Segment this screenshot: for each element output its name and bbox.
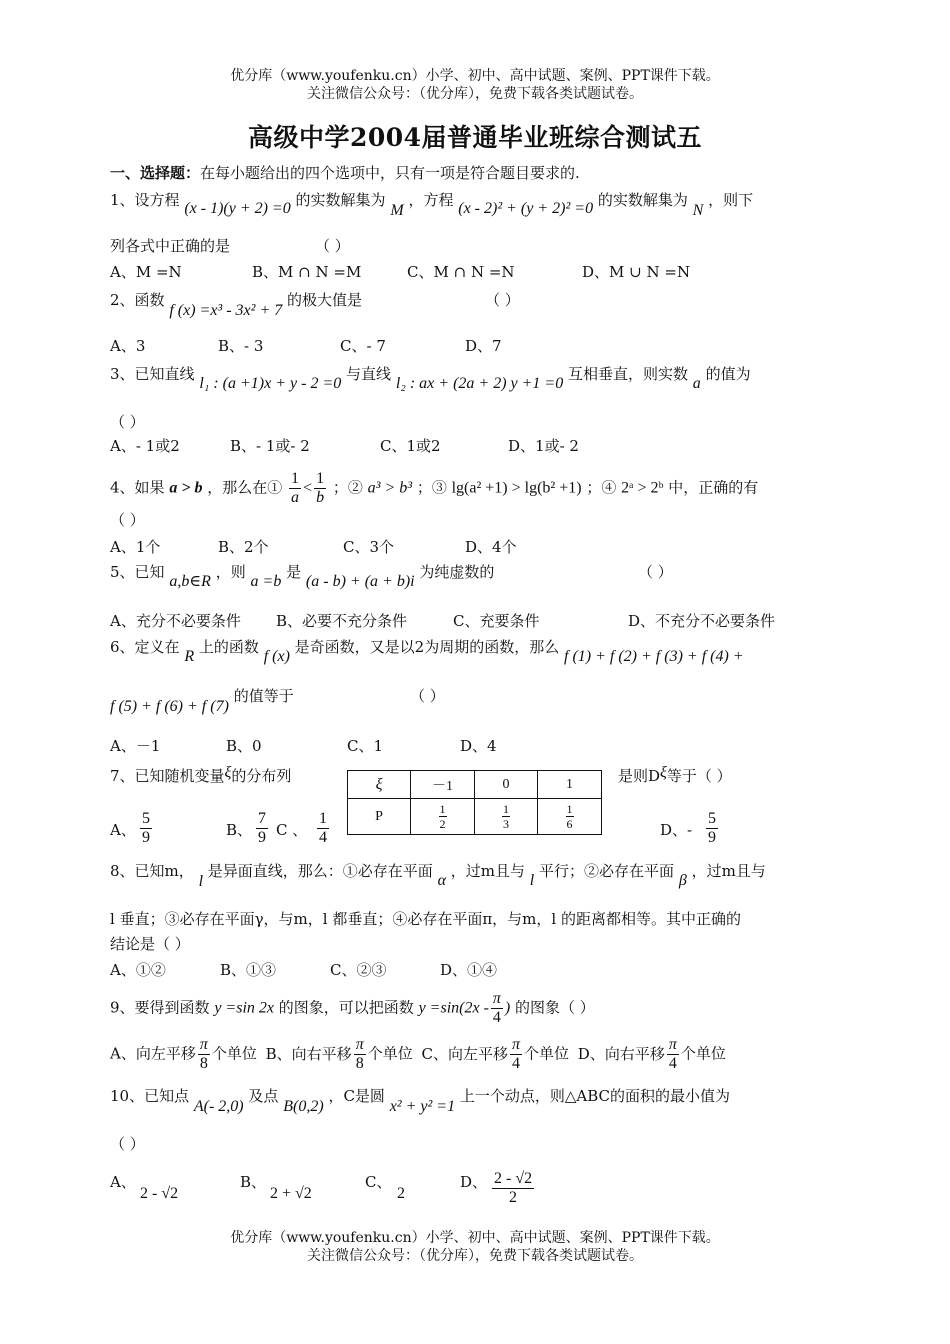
q6-stem bbox=[110, 637, 845, 665]
q1-option-a: A、M =N bbox=[110, 263, 182, 281]
q7-table-prob bbox=[475, 799, 538, 835]
numerator: 5 bbox=[142, 810, 150, 827]
q8-line-l: l bbox=[198, 873, 204, 890]
q7-option-a-label: A、 bbox=[110, 821, 136, 839]
denominator: 2 bbox=[509, 1189, 518, 1206]
q7-table-row-label: P bbox=[348, 799, 411, 835]
prob-denominator: 2 bbox=[439, 817, 446, 831]
q8-option-d: D、①④ bbox=[440, 961, 498, 979]
q1-set-m: M bbox=[390, 202, 404, 219]
q7-table-prob bbox=[411, 799, 475, 835]
q9-option-c-frac bbox=[510, 1036, 522, 1073]
q4-frac-1a: $\frac{1}{a}$ bbox=[291, 470, 300, 506]
q4-answer-paren: （ ） bbox=[110, 511, 145, 529]
q9-options bbox=[110, 1036, 845, 1073]
q9-option-b-frac bbox=[354, 1036, 366, 1073]
q2-option-d: D、7 bbox=[465, 337, 502, 355]
section-label: 一、选择题： bbox=[110, 164, 201, 182]
q3-text: 的值为 bbox=[705, 365, 751, 383]
q1-text: ，方程 bbox=[408, 191, 454, 209]
prob-denominator: 3 bbox=[503, 817, 509, 831]
q2-text: 的极大值是 bbox=[287, 291, 363, 309]
q7-table-head-value: 0 bbox=[475, 771, 538, 799]
q9-stem bbox=[110, 990, 845, 1027]
q6-function: f (x) bbox=[263, 648, 290, 665]
q8-text: 8、已知m， bbox=[110, 862, 194, 880]
q7-option-b bbox=[256, 810, 268, 847]
q9-source-function: y =sin(2x - bbox=[418, 999, 489, 1017]
q7-option-d bbox=[706, 810, 718, 847]
q6-option-b: B、0 bbox=[226, 737, 262, 755]
prob-numerator: 1 bbox=[566, 802, 573, 816]
q2-option-b: B、- 3 bbox=[218, 337, 264, 355]
q10-circle: x² + y² =1 bbox=[389, 1098, 456, 1115]
q9-option-a: A、向左平移 bbox=[110, 1044, 196, 1063]
q10-paren-line bbox=[110, 1134, 845, 1154]
q4-item-2: a³ > b³ bbox=[367, 479, 413, 497]
q4-option-a: A、1个 bbox=[110, 538, 161, 556]
q10-option-d-label: D、 bbox=[460, 1173, 488, 1191]
numerator: π bbox=[355, 1036, 364, 1053]
q6-domain: R bbox=[184, 648, 195, 665]
denominator: 8 bbox=[199, 1055, 208, 1072]
q1-eq2: (x - 2)² + (y + 2)² =0 bbox=[458, 200, 594, 217]
q6-text: 上的函数 bbox=[198, 638, 259, 656]
q3-answer-paren: （ ） bbox=[110, 413, 145, 431]
q9-text: 的图象（ ） bbox=[515, 998, 595, 1017]
q9-pi-over-4 bbox=[491, 990, 503, 1027]
q10-option-b: 2 + √2 bbox=[270, 1185, 312, 1202]
q10-answer-paren: （ ） bbox=[110, 1135, 145, 1153]
q10-option-d bbox=[492, 1170, 534, 1207]
numerator: π bbox=[199, 1036, 208, 1053]
q7-text: 的分布列 bbox=[231, 767, 292, 785]
q10-stem bbox=[110, 1086, 845, 1115]
q5-text: 5、已知 bbox=[110, 563, 165, 581]
q7-table-head-value: 1 bbox=[538, 771, 602, 799]
q5-answer-paren: （ ） bbox=[638, 563, 673, 581]
q5-condition: a =b bbox=[250, 573, 282, 590]
q4-paren-line bbox=[110, 510, 845, 530]
q6-option-c: C、1 bbox=[347, 737, 384, 755]
q5-text: ，则 bbox=[215, 563, 246, 581]
prob-numerator: 1 bbox=[439, 802, 446, 816]
q8-line2: l 垂直；③必存在平面γ，与m，l 都垂直；④必存在平面π，与m，l 的距离都相等。其中正确的 bbox=[110, 910, 741, 928]
numerator: 1 bbox=[319, 810, 327, 827]
q6-option-a: A、－1 bbox=[110, 737, 161, 755]
numerator: 5 bbox=[708, 810, 716, 827]
q10-option-c-label: C、 bbox=[365, 1173, 392, 1191]
footer-line-2: 关注微信公众号：（优分库），免费下载各类试题试卷。 bbox=[307, 1248, 643, 1264]
numerator: 7 bbox=[258, 810, 266, 827]
q6-line2 bbox=[110, 686, 845, 715]
q10-text: 及点 bbox=[248, 1087, 279, 1105]
q10-point-a: A(- 2,0) bbox=[193, 1098, 244, 1115]
q10-text: 上一个动点，则△ABC的面积的最小值为 bbox=[459, 1087, 731, 1105]
q3-var-a: a bbox=[692, 375, 701, 392]
q6-text: 6、定义在 bbox=[110, 638, 180, 656]
q8-text: 是异面直线，那么：①必存在平面 bbox=[207, 862, 433, 880]
denominator: 4 bbox=[668, 1055, 677, 1072]
q4-option-d: D、4个 bbox=[465, 538, 517, 556]
header-line-1: 优分库（www.youfenku.cn）小学、初中、高中试题、案例、PPT课件下载。 bbox=[230, 68, 720, 84]
q9-text: 个单位 bbox=[211, 1044, 257, 1063]
q9-text: 9、要得到函数 bbox=[110, 998, 210, 1017]
q1-option-d: D、M ∪ N =N bbox=[582, 263, 691, 281]
q1-text: 的实数解集为 bbox=[295, 191, 386, 209]
q6-option-d: D、4 bbox=[460, 737, 497, 755]
q10-point-b: B(0,2) bbox=[283, 1098, 324, 1115]
q9-target-function: y =sin 2x bbox=[214, 999, 274, 1017]
q5-option-a: A、充分不必要条件 bbox=[110, 612, 241, 630]
q3-option-b: B、- 1或- 2 bbox=[230, 437, 310, 455]
denominator: 9 bbox=[258, 829, 266, 846]
q9-option-c: C、向左平移 bbox=[421, 1044, 508, 1063]
q10-option-c: 2 bbox=[397, 1185, 405, 1202]
q8-text: ，过m且与 bbox=[691, 862, 766, 880]
q4-text: ，那么在① bbox=[207, 478, 283, 497]
q3-text: 互相垂直，则实数 bbox=[568, 365, 689, 383]
denominator: 4 bbox=[319, 829, 327, 846]
q7-text: 等于（ ） bbox=[666, 767, 732, 785]
q8-stem bbox=[110, 861, 845, 890]
q6-text: 是奇函数，又是以2为周期的函数，那么 bbox=[294, 638, 560, 656]
q6-sum-part2: f (5) + f (6) + f (7) bbox=[110, 698, 229, 715]
q5-option-b: B、必要不充分条件 bbox=[276, 612, 408, 630]
q4-frac-1b: $\frac{1}{b}$ bbox=[316, 470, 325, 506]
q9-text: 个单位 bbox=[680, 1044, 726, 1063]
q7-text: 是则D bbox=[618, 767, 661, 785]
q3-line1-eq: l₁ : (a +1)x + y - 2 =0 bbox=[199, 375, 342, 392]
q3-line2-eq: l₂ : ax + (2a + 2) y +1 =0 bbox=[395, 375, 564, 392]
q10-option-b-label: B、 bbox=[240, 1173, 267, 1191]
q9-text: 个单位 bbox=[524, 1044, 570, 1063]
q2-answer-paren: （ ） bbox=[485, 291, 520, 309]
q4-text: 中，正确的有 bbox=[668, 478, 759, 497]
q8-line3: 结论是（ ） bbox=[110, 935, 190, 953]
q1-answer-paren: （ ） bbox=[315, 237, 350, 255]
q8-beta: β bbox=[678, 872, 687, 889]
q9-option-d-frac bbox=[667, 1036, 679, 1073]
q7-table-head-value: －1 bbox=[411, 771, 475, 799]
q10-text: ，C是圆 bbox=[328, 1087, 385, 1105]
q1-set-n: N bbox=[692, 202, 704, 219]
q1-option-c: C、M ∩ N =N bbox=[407, 263, 515, 281]
q8-line-l: l bbox=[529, 872, 535, 889]
q1-text: 1、设方程 bbox=[110, 191, 180, 209]
q3-text: 3、已知直线 bbox=[110, 365, 195, 383]
numerator: π bbox=[668, 1036, 677, 1053]
q3-option-a: A、- 1或2 bbox=[110, 437, 180, 455]
q3-option-c: C、1或2 bbox=[380, 437, 441, 455]
denominator: 8 bbox=[355, 1055, 364, 1072]
q4-item-3: lg(a² +1) > lg(b² +1) bbox=[451, 479, 582, 497]
q8-text: 平行；②必存在平面 bbox=[539, 862, 675, 880]
q8-option-c: C、②③ bbox=[330, 961, 387, 979]
q2-stem bbox=[110, 290, 845, 319]
q4-condition: a > b bbox=[169, 479, 203, 497]
q7-option-c bbox=[317, 810, 329, 847]
q1-text: ，则下 bbox=[708, 191, 754, 209]
section-heading bbox=[110, 163, 845, 183]
q5-text: 为纯虚数的 bbox=[419, 563, 495, 581]
q2-option-c: C、- 7 bbox=[340, 337, 386, 355]
q4-text: ；② bbox=[332, 478, 363, 497]
q2-text: 2、函数 bbox=[110, 291, 165, 309]
q7-table-prob bbox=[538, 799, 602, 835]
q8-option-a: A、①② bbox=[110, 961, 166, 979]
q7-text: 7、已知随机变量 bbox=[110, 767, 225, 785]
q1-option-b: B、M ∩ N =M bbox=[252, 263, 362, 281]
q7-xi-symbol: ξ bbox=[224, 764, 232, 781]
q4-item-4: 2ᵃ > 2ᵇ bbox=[621, 479, 664, 497]
denominator: 4 bbox=[492, 1009, 501, 1026]
q2-eq: f (x) =x³ - 3x² + 7 bbox=[169, 302, 283, 319]
denominator: 9 bbox=[708, 829, 716, 846]
q5-stem bbox=[110, 562, 845, 590]
q1-line2 bbox=[110, 236, 845, 256]
q9-option-a-frac bbox=[198, 1036, 210, 1073]
q9-option-d: D、向右平移 bbox=[577, 1044, 665, 1063]
q4-text: ；③ bbox=[416, 478, 447, 497]
q7-xi-symbol: ξ bbox=[660, 764, 667, 781]
q10-options bbox=[110, 1172, 845, 1222]
q8-text: ，过m且与 bbox=[450, 862, 526, 880]
footer-line-1: 优分库（www.youfenku.cn）小学、初中、高中试题、案例、PPT课件下载。 bbox=[230, 1230, 720, 1246]
section-instruction: 在每小题给出的四个选项中，只有一项是符合题目要求的. bbox=[200, 164, 580, 182]
q7-table-head-xi: ξ bbox=[348, 771, 411, 799]
q10-option-a-label: A、 bbox=[110, 1173, 136, 1191]
q3-text: 与直线 bbox=[346, 365, 392, 383]
q3-stem bbox=[110, 364, 845, 392]
q8-alpha: α bbox=[437, 872, 446, 889]
q4-text: ；④ bbox=[586, 478, 617, 497]
q9-option-b: B、向右平移 bbox=[265, 1044, 352, 1063]
numerator: π bbox=[492, 990, 501, 1007]
q3-option-d: D、1或- 2 bbox=[508, 437, 579, 455]
q4-stem: 4、如果 a > b ，那么在① $\frac{1}{a}$ < $\frac{1}{b}$ ；② a³ > b³ ；③ lg(a² +1) > lg(b² +1) ；④ 2ᵃ > 2ᵇ 中，正确的有 bbox=[110, 470, 759, 506]
q6-sum-part1: f (1) + f (2) + f (3) + f (4) + bbox=[564, 648, 744, 665]
q7-distribution-table bbox=[347, 770, 602, 835]
q9-text: 的图象，可以把函数 bbox=[278, 998, 414, 1017]
q3-paren-line bbox=[110, 412, 845, 432]
q1-eq1: (x - 1)(y + 2) =0 bbox=[184, 200, 291, 217]
q7-option-d-label: D、- bbox=[660, 821, 693, 839]
denominator: 9 bbox=[142, 829, 150, 846]
q4-option-c: C、3个 bbox=[343, 538, 395, 556]
q7-option-a bbox=[140, 810, 152, 847]
header-line-2: 关注微信公众号：（优分库），免费下载各类试题试卷。 bbox=[307, 86, 643, 102]
q7-option-c-label: C 、 bbox=[276, 821, 308, 839]
q9-text: 个单位 bbox=[367, 1044, 413, 1063]
q1-stem bbox=[110, 190, 845, 219]
q1-text: 列各式中正确的是 bbox=[110, 237, 231, 255]
numerator: 2 - √2 bbox=[494, 1170, 533, 1187]
q10-text: 10、已知点 bbox=[110, 1087, 190, 1105]
numerator: π bbox=[511, 1036, 520, 1053]
q5-option-d: D、不充分不必要条件 bbox=[628, 612, 776, 630]
q4-option-b: B、2个 bbox=[218, 538, 269, 556]
q5-option-c: C、充要条件 bbox=[453, 612, 540, 630]
q6-text: 的值等于 bbox=[233, 687, 294, 705]
denominator: 4 bbox=[511, 1055, 520, 1072]
q10-option-a: 2 - √2 bbox=[140, 1185, 179, 1202]
prob-denominator: 6 bbox=[566, 817, 573, 831]
q5-set: a,b∈R bbox=[169, 573, 211, 590]
q8-option-b: B、①③ bbox=[220, 961, 277, 979]
page-title: 高级中学2004届普通毕业班综合测试五 bbox=[247, 123, 703, 152]
q5-text: 是 bbox=[286, 563, 302, 581]
q4-text: 4、如果 bbox=[110, 478, 165, 497]
q6-answer-paren: （ ） bbox=[410, 687, 445, 705]
q9-close-paren: ) bbox=[504, 999, 511, 1017]
q7-option-b-label: B、 bbox=[226, 821, 253, 839]
q2-option-a: A、3 bbox=[110, 337, 146, 355]
q7-text-right bbox=[618, 766, 732, 787]
prob-numerator: 1 bbox=[503, 802, 509, 816]
q1-text: 的实数解集为 bbox=[597, 191, 688, 209]
q5-expression: (a - b) + (a + b)i bbox=[305, 573, 415, 590]
